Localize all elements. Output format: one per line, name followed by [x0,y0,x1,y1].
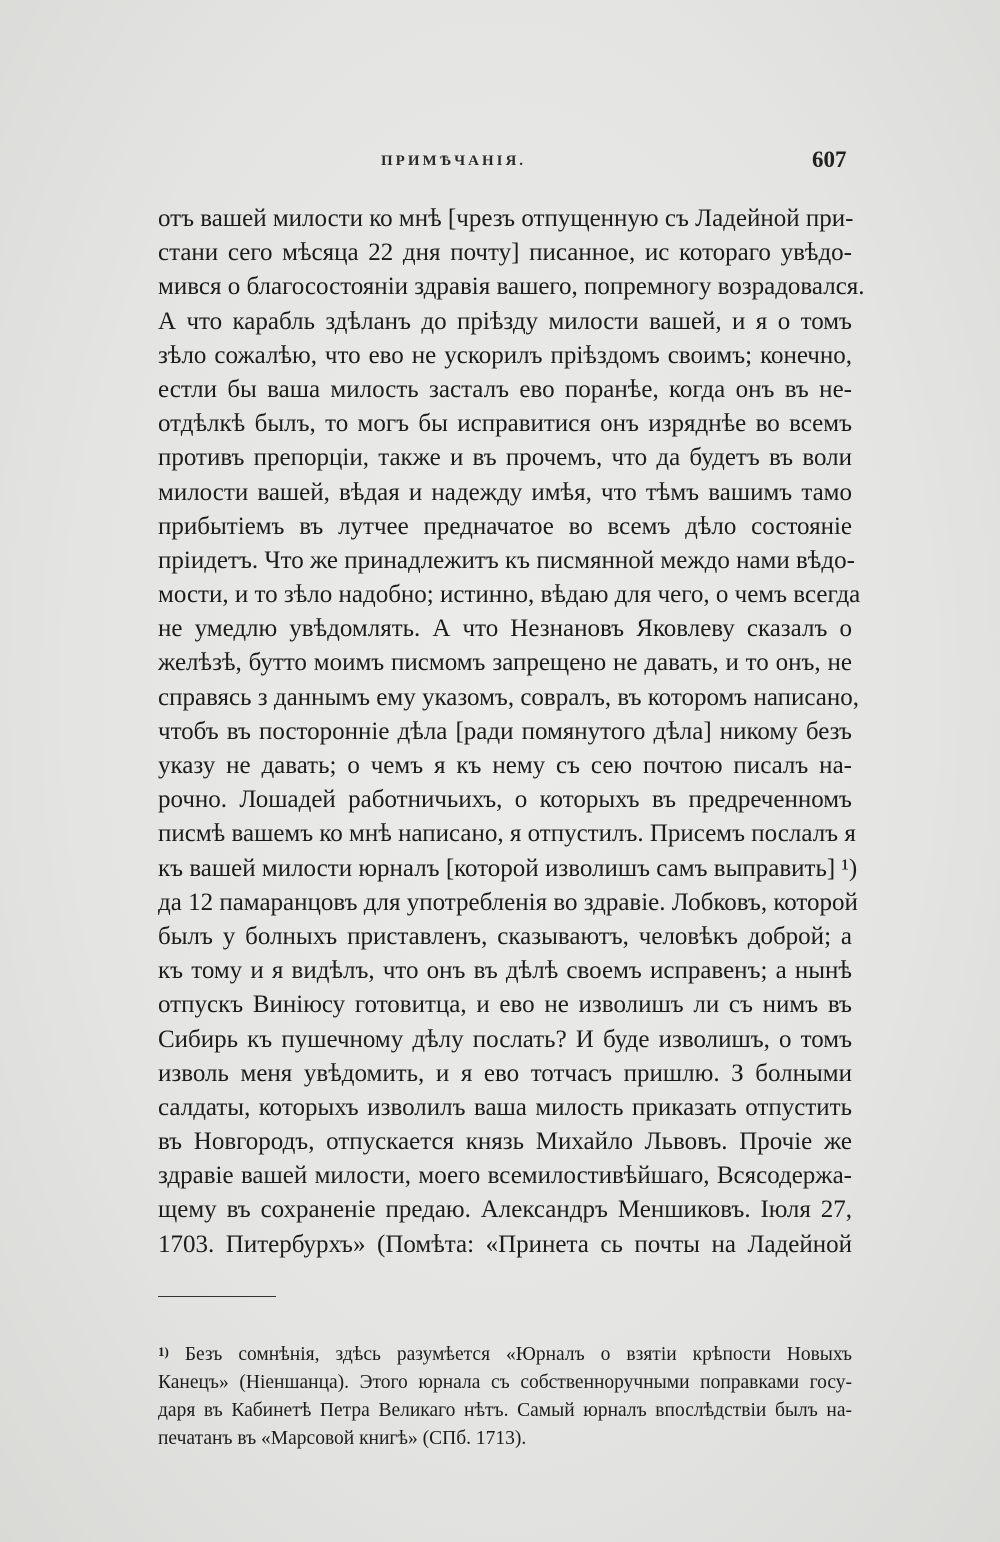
text-line: мився о благосостояніи здравія вашего, попремногу возрадовался. [158,273,865,301]
footnote-line [158,1341,852,1369]
footnote-line: даря въ Кабинетѣ Петра Великаго нѣтъ. Самый юрналъ впослѣдствіи былъ на- [158,1400,852,1421]
footnote-divider [158,1296,276,1297]
text-line: щему въ сохраненіе предаю. Александръ Меншиковъ. Іюля 27, [158,1196,852,1224]
text-line: зѣло сожалѣю, что ево не ускорилъ пріѣздомъ своимъ; конечно, [158,341,852,369]
text-line: рочно. Лошадей работничьихъ, о которыхъ въ предреченномъ [158,786,852,814]
text-line: салдаты, которыхъ изволилъ ваша милость приказать отпустить [158,1093,852,1121]
text-line: Сибирь къ пушечному дѣлу послать? И буде изволишъ, о томъ [158,1025,852,1053]
text-line: указу не давать; о чемъ я къ нему съ сею почтою писалъ на- [158,752,852,779]
text-line: изволь меня увѣдомить, и я ево тотчасъ пришлю. З болными [158,1059,852,1087]
text-line: 1703. Питербурхъ» (Помѣта: «Принета сь почты на Ладейной [158,1230,852,1258]
text-line: былъ у болныхъ приставленъ, сказываютъ, человѣкъ доброй; а [158,922,852,950]
footnote-marker: 1) [158,1344,169,1359]
text-line: отъ вашей милости ко мнѣ [чрезъ отпущенную съ Ладейной при- [158,205,854,232]
text-line: отпускъ Виніюсу готовитца, и ево не изволишъ ли съ нимъ въ [158,991,852,1019]
text-line: да 12 памаранцовъ для употребленія во здравіе. Лобковъ, которой [158,888,858,916]
text-line: къ тому и я видѣлъ, что онъ въ дѣлѣ своемъ исправенъ; а нынѣ [158,957,852,985]
text-line: стани сего мѣсяца 22 дня почту] писанное, ис котораго увѣдо- [158,239,852,267]
text-line: къ вашей милости юрналъ [которой изволишъ самъ выправить] ¹) [158,854,858,882]
text-line: прибытіемъ въ лутчее предначатое во всемъ дѣло состояніе [158,512,852,540]
text-line: въ Новгородъ, отпускается князь Михайло Львовъ. Прочіе же [158,1128,852,1156]
footnote-line: печатанъ въ «Марсовой книгѣ» (СПб. 1713). [158,1428,527,1449]
main-text-block [158,202,865,1262]
footnote-block [158,1341,852,1453]
running-title: ПРИМѢЧАНІЯ. [381,153,527,169]
text-line: желѣзѣ, бутто моимъ писмомъ запрещено не давать, и то онъ, не [158,649,852,677]
text-line: противъ препорціи, также и въ прочемъ, что да будетъ въ воли [158,444,852,472]
footnote-line: Канецъ» (Ніеншанца). Этого юрнала съ собственноручными поправками госу- [158,1372,852,1393]
text-line: писмѣ вашемъ ко мнѣ написано, я отпустилъ. Присемъ послалъ я [158,820,856,848]
page-number: 607 [812,147,847,172]
text-line: мости, и то зѣло надобно; истинно, вѣдаю для чего, о чемъ всегда [158,581,861,609]
text-line: милости вашей, вѣдая и надежду имѣя, что тѣмъ вашимъ тамо [158,478,852,506]
text-line: естли бы ваша милость засталъ ево поранѣе, когда онъ въ не- [158,375,852,403]
text-line: пріидетъ. Что же принадлежитъ къ писмянной междо нами вѣдо- [158,546,855,574]
footnote-text: Безъ сомнѣнія, здѣсь разумѣется «Юрналъ о взятіи крѣпости Новыхъ [184,1344,852,1365]
text-line: не умедлю увѣдомлять. А что Незнановъ Яковлеву сказалъ о [158,615,852,643]
text-line: А что карабль здѣланъ до пріѣзду милости вашей, и я о томъ [158,307,852,335]
text-line: здравіе вашей милости, моего всемилостивѣйшаго, Всясодержа- [158,1162,852,1190]
text-line: отдѣлкѣ былъ, то могъ бы исправитися онъ изряднѣе во всемъ [158,410,852,438]
text-line: справясь з даннымъ ему указомъ, совралъ, въ которомъ написано, [158,683,859,711]
text-line: чтобъ въ посторонніе дѣла [ради помянутого дѣла] никому безъ [158,717,852,745]
